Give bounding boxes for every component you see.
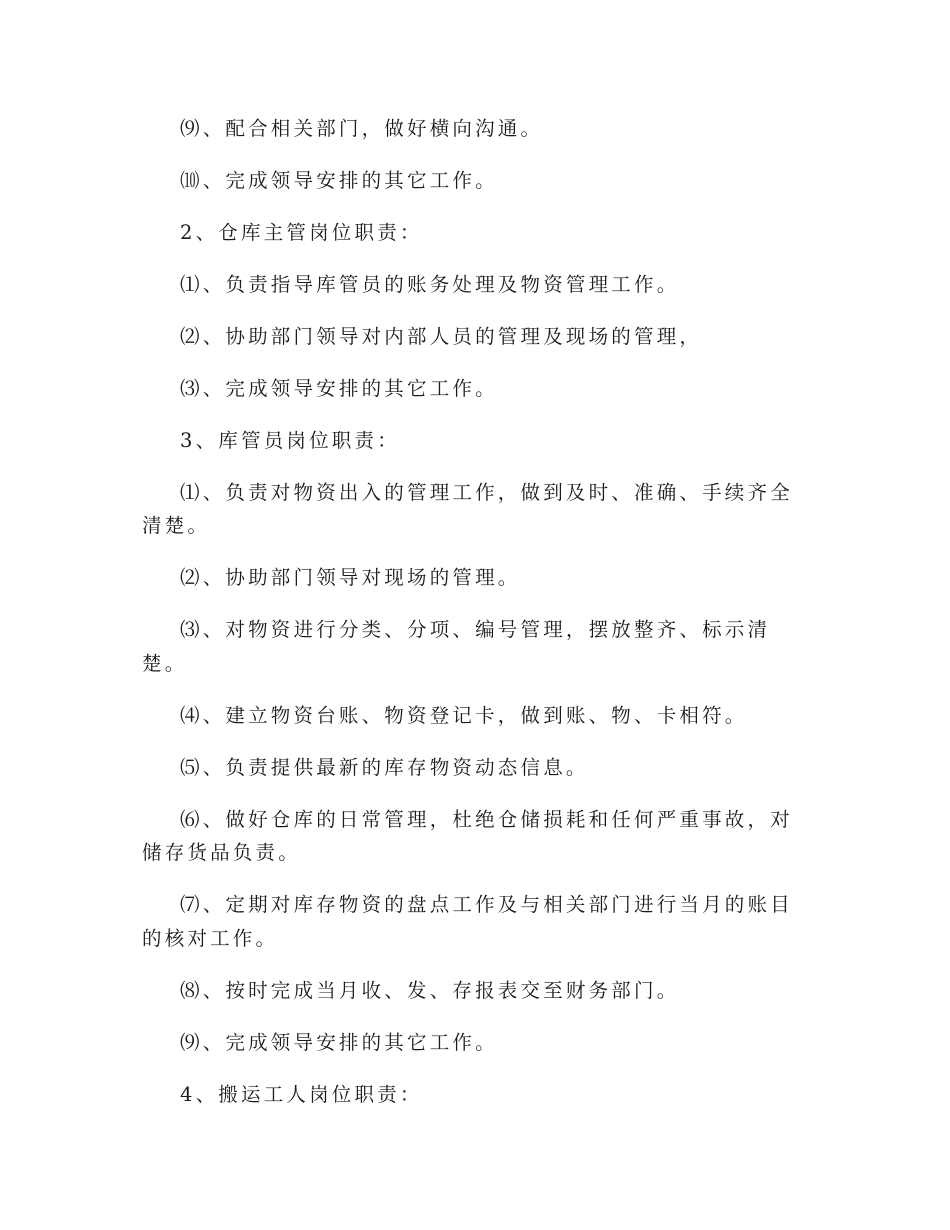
paragraph-11: ⑷、建立物资台账、物资登记卡，做到账、物、卡相符。: [180, 703, 748, 727]
paragraph-1: ⑼、配合相关部门，做好横向沟通。: [180, 117, 544, 140]
section-heading-warehouse-keeper: 3、库管员岗位职责：: [180, 429, 400, 452]
section-heading-warehouse-supervisor: 2、仓库主管岗位职责：: [180, 221, 423, 244]
paragraph-8: ⑴、负责对物资出入的管理工作，做到及时、准确、手续齐全清楚。: [142, 481, 793, 538]
paragraph-2: ⑽、完成领导安排的其它工作。: [180, 169, 498, 192]
paragraph-12: ⑸、负责提供最新的库存物资动态信息。: [180, 755, 589, 779]
paragraph-13: ⑹、做好仓库的日常管理，杜绝仓储损耗和任何严重事故，对储存货品负责。: [142, 807, 793, 865]
paragraph-5: ⑵、协助部门领导对内部人员的管理及现场的管理，: [180, 325, 703, 348]
paragraph-4: ⑴、负责指导库管员的账务处理及物资管理工作。: [180, 273, 680, 296]
paragraph-10: ⑶、对物资进行分类、分项、编号管理，摆放整齐、标示清楚。: [142, 618, 771, 675]
paragraph-14: ⑺、定期对库存物资的盘点工作及与相关部门进行当月的账目的核对工作。: [142, 893, 793, 950]
paragraph-15: ⑻、按时完成当月收、发、存报表交至财务部门。: [180, 978, 680, 1002]
document-body: [142, 112, 810, 1130]
paragraph-16: ⑼、完成领导安排的其它工作。: [180, 1030, 498, 1054]
section-heading-porter: 4、搬运工人岗位职责：: [180, 1082, 423, 1106]
paragraph-9: ⑵、协助部门领导对现场的管理。: [180, 566, 521, 590]
paragraph-6: ⑶、完成领导安排的其它工作。: [180, 377, 498, 400]
